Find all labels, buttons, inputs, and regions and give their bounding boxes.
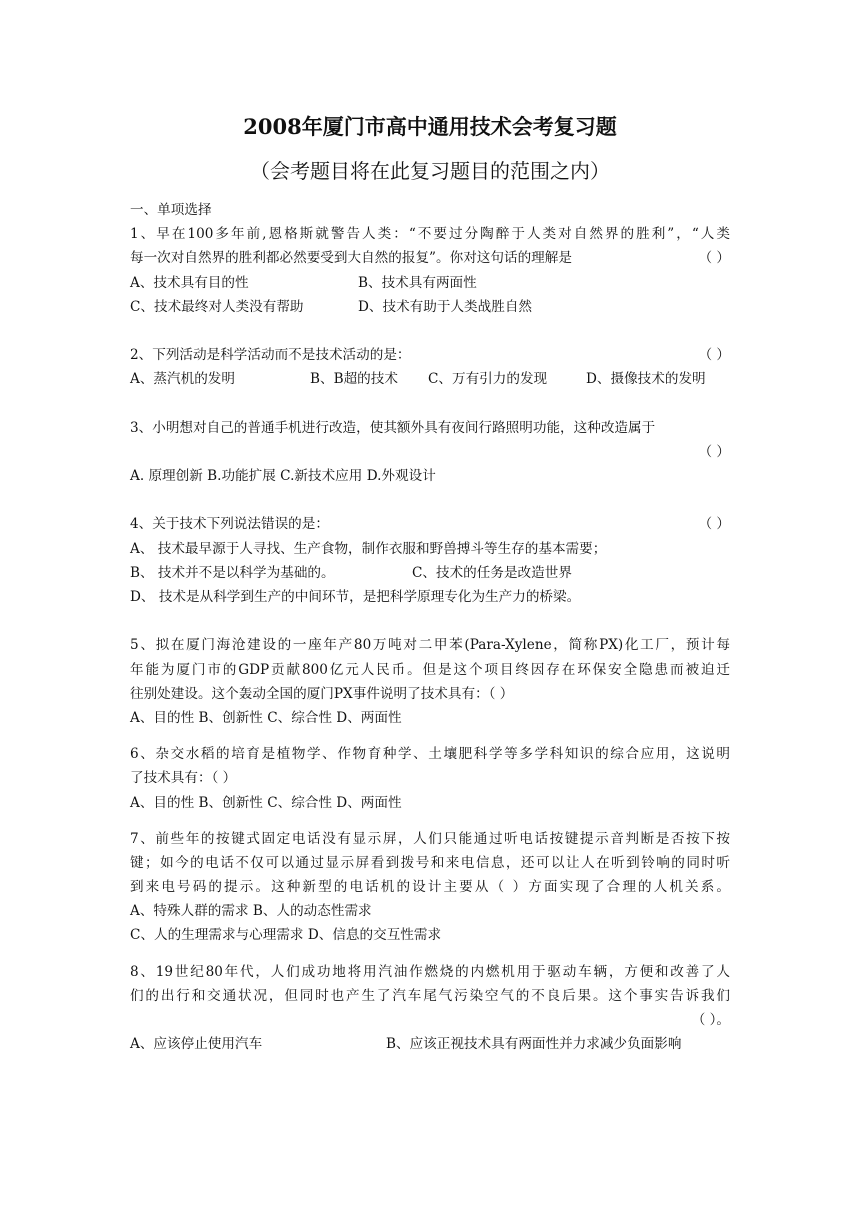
options: A、目的性 B、创新性 C、综合性 D、两面性 <box>130 709 402 726</box>
question-list <box>130 198 730 1056</box>
question-text: 7、前些年的按键式固定电话没有显示屏，人们只能通过听电话按键提示音判断是否按下按 <box>130 830 730 847</box>
option-a: A、 技术最早源于人寻找、生产食物，制作衣服和野兽搏斗等生存的基本需要； <box>130 540 607 557</box>
question-text: 年能为厦门市的GDP贡献800亿元人民币。但是这个项目终因存在环保安全隐患而被迫迁 <box>130 661 730 678</box>
option-a: A、蒸汽机的发明 <box>130 371 235 388</box>
question-text: 3、小明想对自己的普通手机进行改造，使其额外具有夜间行路照明功能，这种改造属于 <box>130 419 656 436</box>
question-text: 1、早在100多年前,恩格斯就警告人类：“不要过分陶醉于人类对自然界的胜利”，“人类 <box>130 226 730 243</box>
option-c: C、技术最终对人类没有帮助 <box>130 298 304 315</box>
question-text: 4、关于技术下列说法错误的是： <box>130 516 329 533</box>
question-text: 了技术具有：（ ） <box>130 770 237 787</box>
answer-blank: （ ） <box>698 443 730 460</box>
question-8 <box>130 960 730 1057</box>
question-text: 8、19世纪80年代，人们成功地将用汽油作燃烧的内燃机用于驱动车辆，方便和改善了人 <box>130 963 730 980</box>
question-text: 到来电号码的提示。这种新型的电话机的设计主要从（ ）方面实现了合理的人机关系。 <box>130 879 730 896</box>
answer-blank: （ ）。 <box>691 1012 730 1028</box>
option-d: D、 技术是从科学到生产的中间环节，是把科学原理专化为生产力的桥梁。 <box>130 589 581 605</box>
question-7 <box>130 827 730 948</box>
question-text: 5、拟在厦门海沧建设的一座年产80万吨对二甲苯(Para-Xylene，简称PX)化工厂，预计每 <box>130 637 730 654</box>
question-4 <box>130 512 730 609</box>
option-ab: A、特殊人群的需求 B、人的动态性需求 <box>130 903 372 920</box>
question-text: 们的出行和交通状况，但同时也产生了汽车尾气污染空气的不良后果。这个事实告诉我们 <box>130 987 730 1004</box>
page-title: 2008年厦门市高中通用技术会考复习题 <box>243 114 617 139</box>
option-b: B、 技术并不是以科学为基础的。 <box>130 564 335 581</box>
question-text: 键；如今的电话不仅可以通过显示屏看到拨号和来电信息，还可以让人在听到铃响的同时听 <box>130 854 730 871</box>
option-b: B、应该正视技术具有两面性并力求减少负面影响 <box>386 1036 682 1053</box>
question-text: 6、杂交水稻的培育是植物学、作物育种学、土壤肥科学等多学科知识的综合应用，这说明 <box>130 746 730 763</box>
option-c: C、技术的任务是改造世界 <box>412 564 572 581</box>
answer-blank: （ ） <box>698 347 730 364</box>
option-c: C、万有引力的发现 <box>428 371 548 388</box>
question-text: 2、下列活动是科学活动而不是技术活动的是： <box>130 347 411 364</box>
options: A. 原理创新 B.功能扩展 C.新技术应用 D.外观设计 <box>130 468 436 485</box>
option-a: A、技术具有目的性 <box>130 274 249 291</box>
question-3 <box>130 416 730 489</box>
question-text: 每一次对自然界的胜利都必然要受到大自然的报复”。你对这句话的理解是 <box>130 250 572 267</box>
section-heading: 一、单项选择 <box>130 202 212 218</box>
options: A、目的性 B、创新性 C、综合性 D、两面性 <box>130 794 402 811</box>
question-2 <box>130 343 730 391</box>
question-1 <box>130 222 730 319</box>
option-b: B、B超的技术 <box>310 371 398 388</box>
question-5 <box>130 633 730 730</box>
option-b: B、技术具有两面性 <box>358 274 477 291</box>
option-d: D、技术有助于人类战胜自然 <box>358 298 533 315</box>
option-d: D、摄像技术的发明 <box>586 371 706 388</box>
question-6 <box>130 742 730 815</box>
answer-blank: （ ） <box>698 250 730 267</box>
answer-blank: （ ） <box>698 516 730 533</box>
option-cd: C、人的生理需求与心理需求 D、信息的交互性需求 <box>130 927 442 944</box>
question-text: 往别处建设。这个轰动全国的厦门PX事件说明了技术具有：（ ） <box>130 685 514 702</box>
page-subtitle: （会考题目将在此复习题目的范围之内） <box>250 159 610 183</box>
option-a: A、应该停止使用汽车 <box>130 1036 263 1053</box>
